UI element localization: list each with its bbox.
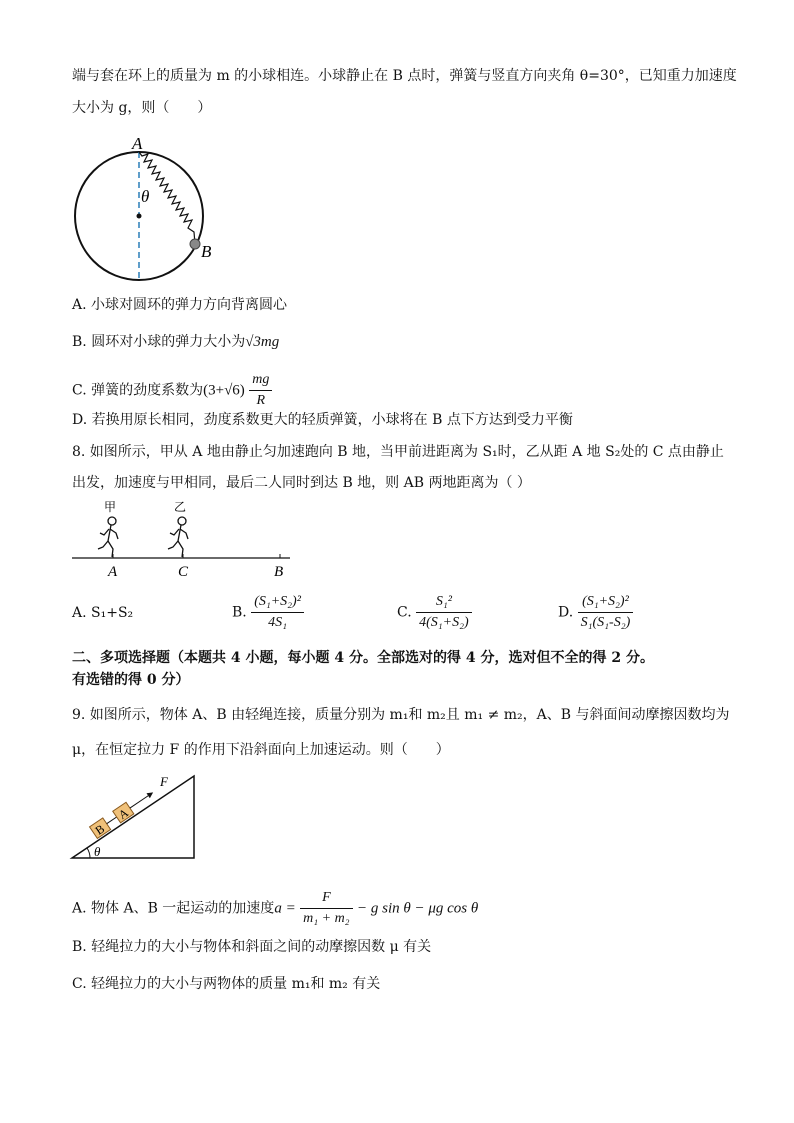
- q9-option-c: C. 轻绳拉力的大小与两物体的质量 m₁和 m₂ 有关: [72, 976, 381, 992]
- svg-text:甲: 甲: [104, 500, 117, 514]
- q9-stem-line2: μ，在恒定拉力 F 的作用下沿斜面向上加速运动。则（ ）: [72, 742, 450, 758]
- svg-text:C: C: [178, 564, 189, 580]
- label-B: B: [201, 242, 212, 261]
- q8-stem-line2: 出发，加速度与甲相同，最后二人同时到达 B 地，则 AB 两地距离为（ ）: [72, 475, 531, 491]
- q8-option-a: A. S₁+S₂: [72, 605, 134, 621]
- svg-text:A: A: [108, 564, 118, 580]
- svg-text:A: A: [115, 805, 131, 822]
- q9-option-a-fraction: $\frac{F}{\text{m₁ + m₂}}$: [300, 888, 352, 929]
- q7-option-d: D. 若换用原长相同，劲度系数更大的轻质弹簧，小球将在 B 点下方达到受力平衡: [72, 412, 573, 428]
- section2-heading-line2: 有选错的得 0 分）: [72, 672, 190, 688]
- q8-stem-line1: 8. 如图所示，甲从 A 地由静止匀加速跑向 B 地，当甲前进距离为 S₁时，乙从距 A 地 S₂处的 C 点由静止: [72, 444, 724, 460]
- q8-runners-figure: [68, 497, 298, 581]
- q7-option-c-fraction: $\frac{mg}{R}$: [249, 370, 272, 411]
- q9-incline-figure: [68, 772, 204, 864]
- q7-option-b-math: √3mg: [245, 334, 280, 350]
- q9-option-a: A. 物体 A、B 一起运动的加速度a = $\frac{F}{\text{m₁ + m₂}}$ − g sin θ − μg cos θ: [72, 888, 478, 929]
- svg-text:B: B: [92, 821, 108, 838]
- q7-stem-line1: 端与套在环上的质量为 m 的小球相连。小球静止在 B 点时，弹簧与竖直方向夹角 θ=30°，已知重力加速度: [72, 68, 737, 84]
- label-theta: θ: [141, 187, 150, 206]
- label-A: A: [132, 134, 143, 153]
- svg-text:θ: θ: [94, 844, 101, 859]
- q7-option-b: B. 圆环对小球的弹力大小为√3mg: [72, 334, 280, 350]
- ring-center-dot: [137, 214, 142, 219]
- section2-heading-line1: 二、多项选择题（本题共 4 小题，每小题 4 分。全部选对的得 4 分，选对但不全的得 2 分。: [72, 650, 654, 666]
- q7-option-a: A. 小球对圆环的弹力方向背离圆心: [72, 297, 288, 313]
- svg-text:F: F: [160, 774, 168, 789]
- q8-option-b: B. $\frac{\text{(S₁+S₂)²}}{\text{4S₁}}$: [232, 592, 304, 633]
- runner-jia-icon: [98, 517, 118, 557]
- q8-option-c: C. $\frac{\text{S₁²}}{\text{4(S₁+S₂)}}$: [397, 592, 472, 633]
- q9-option-b: B. 轻绳拉力的大小与物体和斜面之间的动摩擦因数 μ 有关: [72, 939, 432, 955]
- svg-text:乙: 乙: [174, 500, 187, 514]
- q7-ring-figure: [68, 132, 218, 282]
- ball: [190, 239, 200, 249]
- q7-option-c: C. 弹簧的劲度系数为(3+√6) $\frac{mg}{R}$: [72, 370, 272, 411]
- q9-stem-line1: 9. 如图所示，物体 A、B 由轻绳连接，质量分别为 m₁和 m₂且 m₁ ≠ m₂，A、B 与斜面间动摩擦因数均为: [72, 707, 730, 723]
- runner-yi-icon: [168, 517, 188, 557]
- svg-text:B: B: [274, 564, 284, 580]
- q7-stem-line2: 大小为 g，则（ ）: [72, 100, 212, 116]
- q8-option-d: D. $\frac{\text{(S₁+S₂)²}}{\text{S₁(S₁-S₂)}}$: [558, 592, 633, 633]
